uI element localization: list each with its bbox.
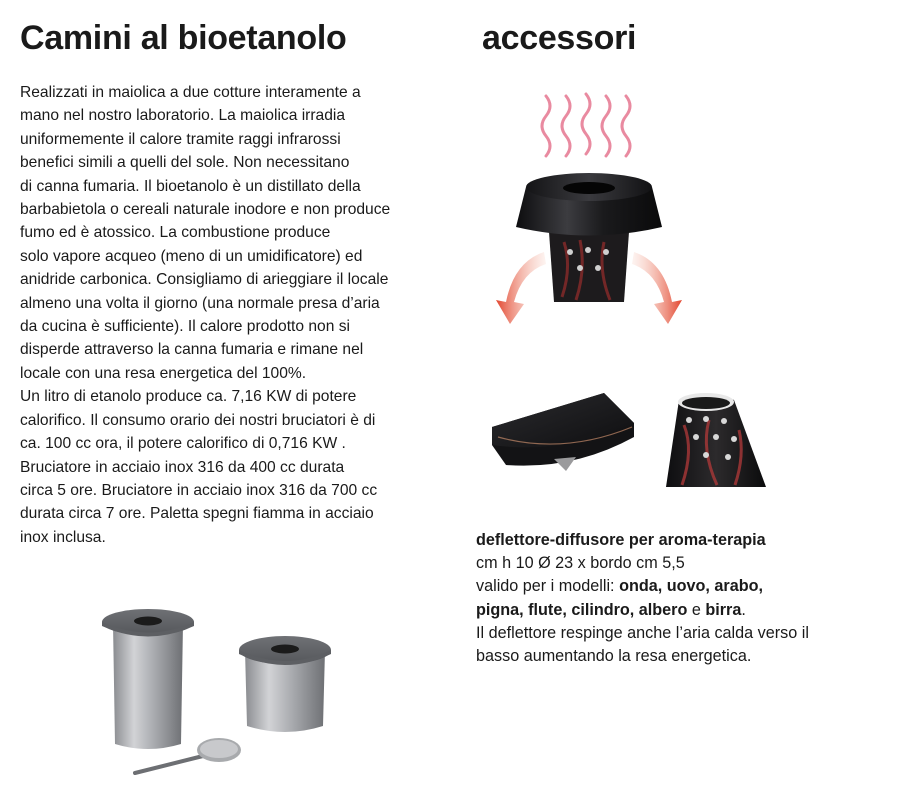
intro-line: calorifico. Il consumo orario dei nostri bruciatori è di	[20, 411, 376, 429]
intro-line: barbabietola o cereali naturale inodore e non produce	[20, 201, 391, 219]
intro-line: fumo ed è atossico. La combustione produce	[20, 224, 331, 242]
intro-line: benefici simili a quelli del sole. Non necessitano	[20, 154, 350, 172]
intro-line: di canna fumaria. Il bioetanolo è un distillato della	[20, 177, 361, 195]
intro-line: Un litro di etanolo produce ca. 7,16 KW di potere	[20, 388, 357, 406]
accessory-dimensions: cm h 10 Ø 23 x bordo cm 5,5	[476, 554, 685, 573]
note-line: basso aumentando la resa energetica.	[476, 647, 752, 666]
heading-accessories: accessori	[482, 19, 637, 57]
models-list-1: onda, uovo, arabo,	[619, 577, 763, 596]
models-prefix: valido per i modelli:	[476, 577, 620, 596]
intro-line: circa 5 ore. Bruciatore in acciaio inox 316 da 700 cc	[20, 481, 378, 499]
intro-line: mano nel nostro laboratorio. La maiolica irradia	[20, 107, 346, 125]
intro-line: almeno una volta il giorno (una normale presa d’aria	[20, 294, 380, 312]
burners-image	[95, 598, 345, 778]
intro-paragraph	[20, 81, 425, 549]
heat-waves-icon	[542, 94, 630, 156]
intro-line: disperde attraverso la canna fumaria e rimane nel	[20, 341, 364, 359]
intro-line: Bruciatore in acciaio inox 316 da 400 cc durata	[20, 458, 345, 476]
intro-line: durata circa 7 ore. Paletta spegni fiamma in acciaio	[20, 505, 374, 523]
intro-line: ca. 100 cc ora, il potere calorifico di 0,716 KW .	[20, 435, 346, 453]
compatible-models-line-2	[476, 599, 896, 622]
intro-line: inox inclusa.	[20, 528, 106, 546]
airflow-left-arrow-icon	[496, 252, 546, 324]
models-last: birra	[705, 600, 742, 619]
intro-line: Realizzati in maiolica a due cotture interamente a	[20, 84, 361, 101]
heading-bioethanol-fireplaces: Camini al bioetanolo	[20, 19, 347, 57]
intro-line: da cucina è sufficiente). Il calore prodotto non si	[20, 318, 350, 336]
airflow-right-arrow-icon	[632, 252, 682, 324]
intro-line: anidride carbonica. Consigliamo di arieggiare il locale	[20, 271, 389, 289]
accessory-name: deflettore-diffusore per aroma-terapia	[476, 531, 766, 549]
intro-line: locale con una resa energetica del 100%.	[20, 364, 307, 382]
compatible-models-line	[476, 575, 896, 598]
deflector-and-vase-image	[484, 375, 774, 490]
intro-line: uniformemente il calore tramite raggi infrarossi	[20, 130, 341, 148]
models-and: e	[687, 600, 706, 619]
note-line: Il deflettore respinge anche l’aria calda verso il	[476, 623, 809, 642]
models-end: .	[741, 600, 746, 619]
accessory-description	[476, 529, 896, 668]
models-list-2: pigna, flute, cilindro, albero	[476, 600, 688, 619]
deflector-in-use-image	[484, 92, 694, 332]
intro-line: solo vapore acqueo (meno di un umidificatore) ed	[20, 247, 363, 265]
